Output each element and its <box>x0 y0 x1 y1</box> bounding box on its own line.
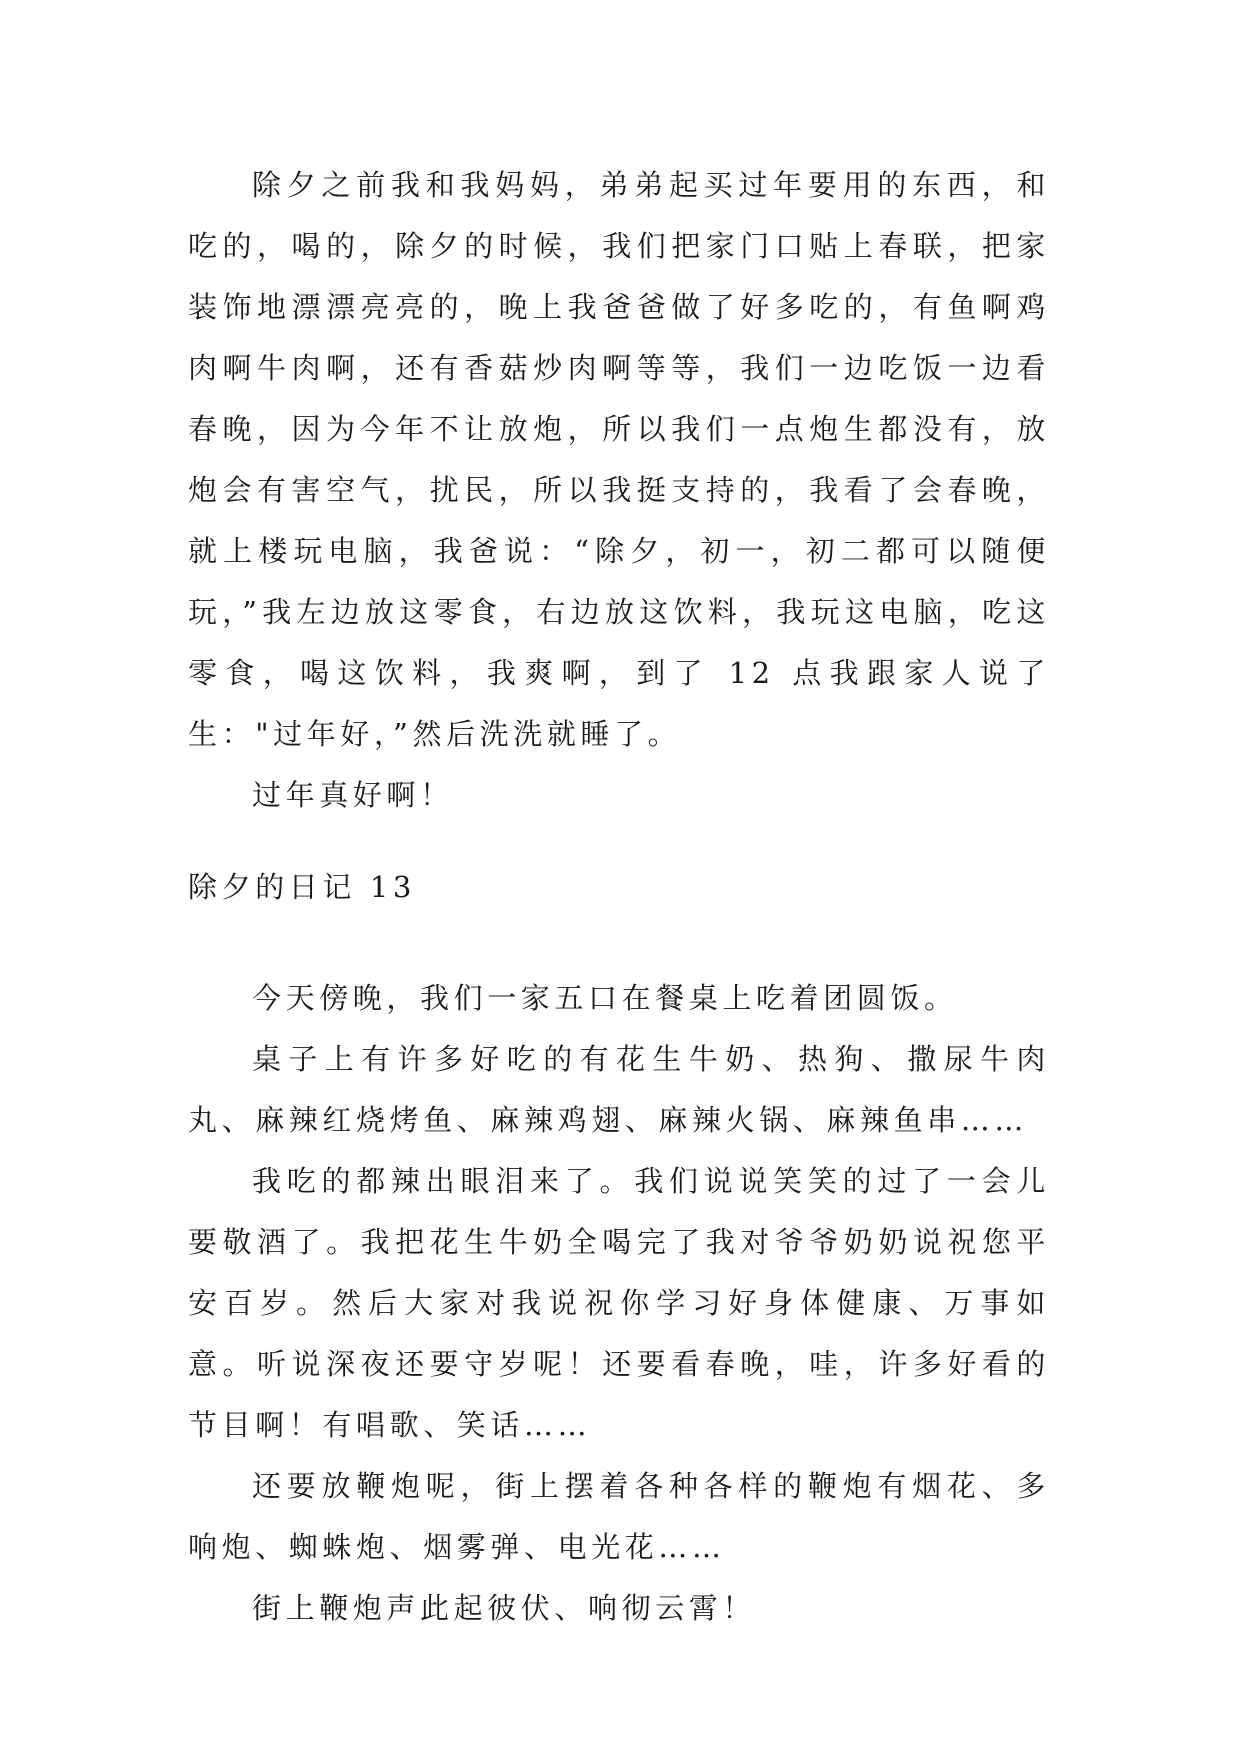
diary-13-heading-block <box>188 857 1050 918</box>
paragraph: 今天傍晚，我们一家五口在餐桌上吃着团圆饭。 <box>252 981 958 1015</box>
paragraph: 还要放鞭炮呢，街上摆着各种各样的鞭炮有烟花、多响炮、蜘蛛炮、烟雾弹、电光花…… <box>188 1469 1050 1564</box>
paragraph: 除夕之前我和我妈妈，弟弟起买过年要用的东西，和吃的，喝的，除夕的时候，我们把家门口贴上春联，把家装饰地漂漂亮亮的，晚上我爸爸做了好多吃的，有鱼啊鸡肉啊牛肉啊，还有香菇炒肉啊等等，我们一边吃饭一边看春晚，因为今年不让放炮，所以我们一点炮生都没有，放炮会有害空气，扰民，所以我挺支持的，我看了会春晚，就上楼玩电脑，我爸说：“除夕，初一，初二都可以随便玩，”我左边放这零食，右边放这饮料，我玩这电脑，吃这零食，喝这饮料，我爽啊，到了 12 点我跟家人说了生："过年好，”然后洗洗就睡了。 <box>188 168 1050 751</box>
paragraph: 桌子上有许多好吃的有花生牛奶、热狗、撒尿牛肉丸、麻辣红烧烤鱼、麻辣鸡翅、麻辣火锅、麻辣鱼串…… <box>188 1042 1050 1137</box>
paragraph: 我吃的都辣出眼泪来了。我们说说笑笑的过了一会儿要敬酒了。我把花生牛奶全喝完了我对爷爷奶奶说祝您平安百岁。然后大家对我说祝你学习好身体健康、万事如意。听说深夜还要守岁呢！还要看春晚，哇，许多好看的节目啊！有唱歌、笑话…… <box>188 1164 1050 1442</box>
paragraph: 过年真好啊！ <box>252 778 454 812</box>
diary-title: 除夕的日记 13 <box>188 870 416 904</box>
paragraph: 街上鞭炮声此起彼伏、响彻云霄！ <box>252 1591 757 1625</box>
diary-part1-body <box>188 155 1050 826</box>
diary-13-body <box>188 968 1050 1639</box>
